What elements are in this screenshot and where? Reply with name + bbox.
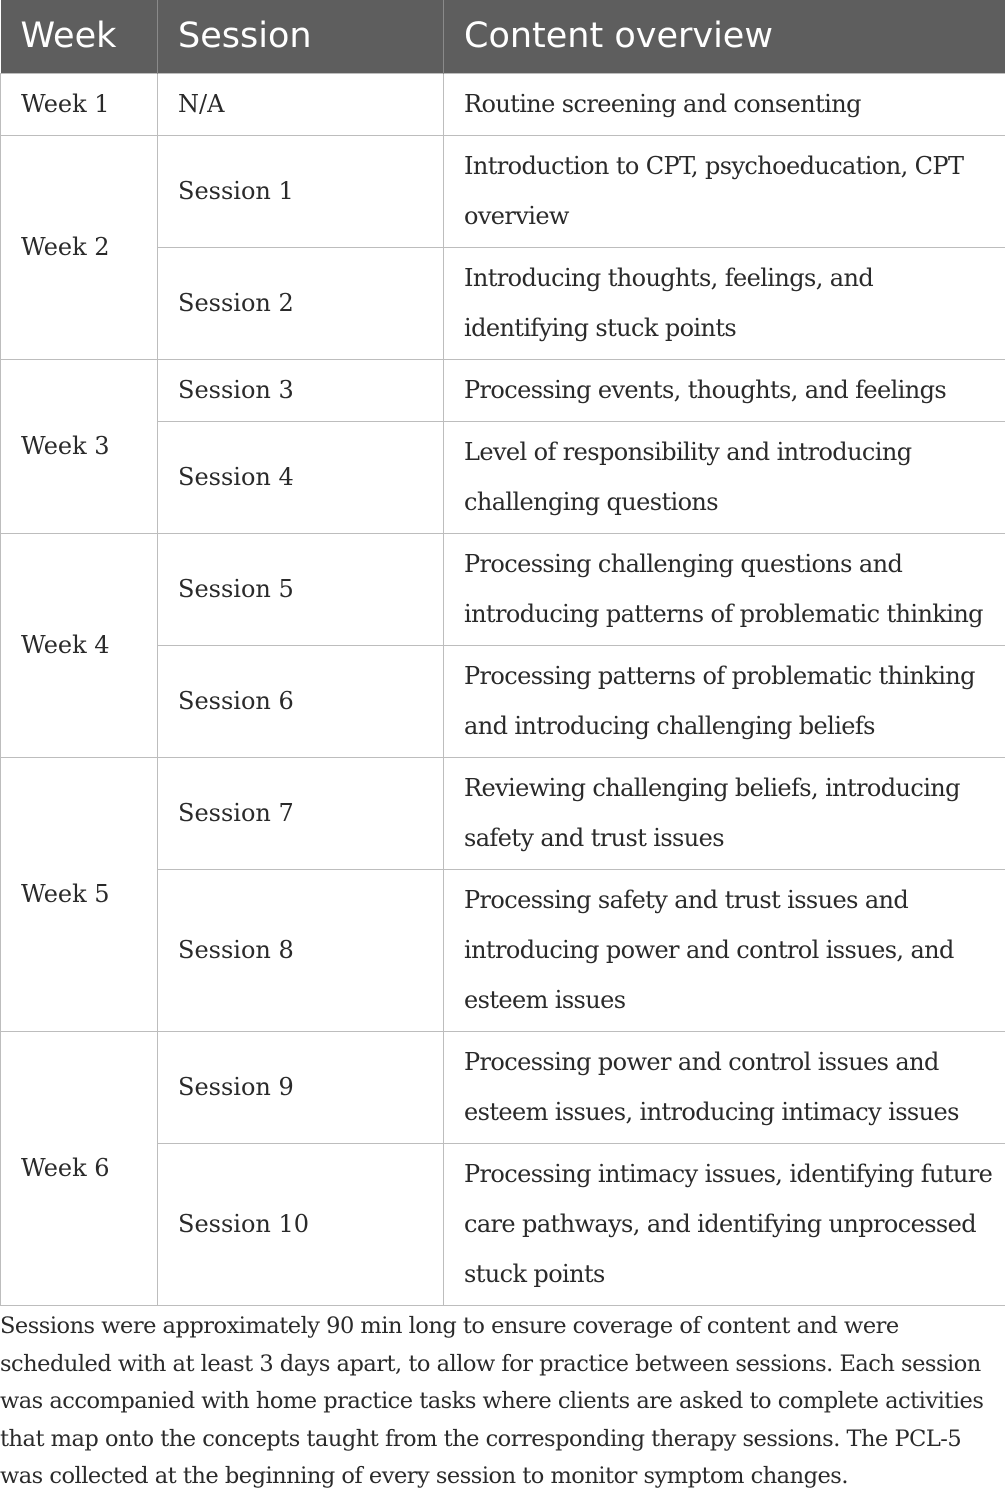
content-cell: Processing intimacy issues, identifying future care pathways, and identifying unprocessed stuck points [444,1143,1005,1305]
content-cell: Processing events, thoughts, and feelings [444,359,1005,421]
table-row [1,757,1005,869]
header-session: Session [158,0,444,73]
week-cell: Week 5 [1,757,158,1031]
content-cell: Introduction to CPT, psychoeducation, CPT overview [444,135,1005,247]
header-week: Week [1,0,158,73]
table-row [1,533,1005,645]
session-cell: Session 2 [158,247,444,359]
content-cell: Reviewing challenging beliefs, introducing safety and trust issues [444,757,1005,869]
session-cell: Session 9 [158,1031,444,1143]
week-cell: Week 4 [1,533,158,757]
content-cell: Level of responsibility and introducing challenging questions [444,421,1005,533]
session-cell: N/A [158,73,444,135]
content-cell: Processing patterns of problematic thinking and introducing challenging beliefs [444,645,1005,757]
content-cell: Processing challenging questions and introducing patterns of problematic thinking [444,533,1005,645]
week-cell: Week 6 [1,1031,158,1305]
content-cell: Processing safety and trust issues and introducing power and control issues, and esteem issues [444,869,1005,1031]
table-footnote: Sessions were approximately 90 min long to ensure coverage of content and were scheduled with at least 3 days apart, to allow for practice between sessions. Each session was accompanied with home practice tasks where clients are asked to complete activities that map onto the concepts taught from the corresponding therapy sessions. The PCL-5 was collected at the beginning of every session to monitor symptom changes. [0,1313,984,1489]
content-cell: Routine screening and consenting [444,73,1005,135]
week-cell: Week 3 [1,359,158,533]
header-content: Content overview [444,0,1005,73]
session-cell: Session 7 [158,757,444,869]
table-row [1,1031,1005,1143]
content-cell: Introducing thoughts, feelings, and identifying stuck points [444,247,1005,359]
table-row [1,359,1005,421]
table-row [1,135,1005,247]
week-cell: Week 2 [1,135,158,359]
session-cell: Session 10 [158,1143,444,1305]
header-row [1,0,1005,73]
week-cell: Week 1 [1,73,158,135]
content-cell: Processing power and control issues and esteem issues, introducing intimacy issues [444,1031,1005,1143]
session-cell: Session 6 [158,645,444,757]
session-cell: Session 1 [158,135,444,247]
session-cell: Session 5 [158,533,444,645]
session-cell: Session 4 [158,421,444,533]
session-cell: Session 3 [158,359,444,421]
session-cell: Session 8 [158,869,444,1031]
table-row [1,73,1005,135]
